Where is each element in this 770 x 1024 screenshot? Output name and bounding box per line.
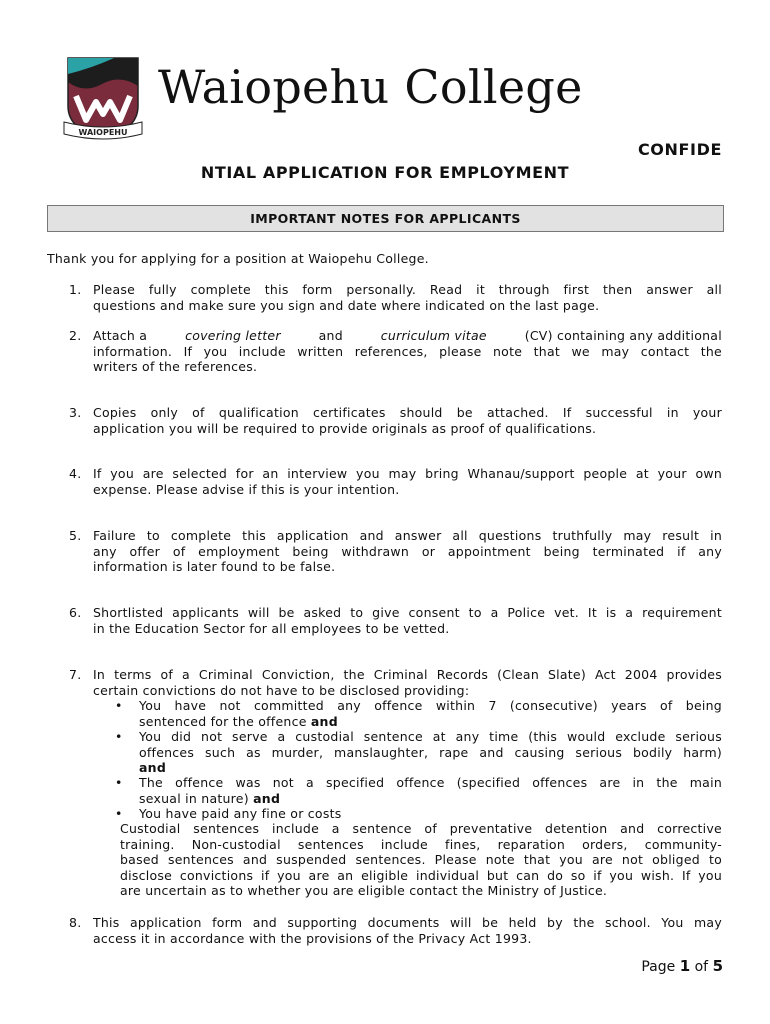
bullet-4-text: You have paid any fine or costs xyxy=(139,806,342,821)
item-6-text: Shortlisted applicants will be asked to give consent to a Police vet. It is a requirement in the Education Sector for all employees to be vetted. xyxy=(93,605,722,636)
item-8-text: This application form and supporting documents will be held by the school. You may access it in accordance with the provisions of the Privacy Act 1993. xyxy=(93,915,722,946)
svg-text:WAIOPEHU: WAIOPEHU xyxy=(78,128,128,137)
college-crest-logo xyxy=(62,56,144,142)
bullet-1-text: You have not committed any offence within 7 (consecutive) years of being sentenced for the offence and xyxy=(139,698,722,729)
item-7-text: In terms of a Criminal Conviction, the Criminal Records (Clean Slate) Act 2004 provides certain convictions do not have to be disclosed providing: xyxy=(93,667,722,698)
item-7-number: 7. xyxy=(69,667,82,682)
item-6-number: 6. xyxy=(69,605,82,620)
document-title: NTIAL APPLICATION FOR EMPLOYMENT xyxy=(200,163,570,182)
bullet-2-text: You did not serve a custodial sentence at any time (this would exclude serious offences such as murder, manslaughter, rape and causing serious bodily harm) and xyxy=(139,729,722,775)
bullet-4-symbol: • xyxy=(115,806,123,821)
bullet-1-symbol: • xyxy=(115,698,123,713)
item-4-text: If you are selected for an interview you may bring Whanau/support people at your own expense. Please advise if this is your intention. xyxy=(93,466,722,497)
item-8-number: 8. xyxy=(69,915,82,930)
item-2-number: 2. xyxy=(69,328,82,343)
confidential-label: CONFIDE xyxy=(637,140,722,159)
item-2-text: Attach a covering letter and curriculum vitae (CV) containing any additional information. If you include written references, please note that we may contact the writers of the references. xyxy=(93,328,722,374)
bullet-3-text: The offence was not a specified offence (specified offences are in the main sexual in nature) and xyxy=(139,775,722,806)
notes-heading-box: IMPORTANT NOTES FOR APPLICANTS xyxy=(47,205,724,232)
item-5-text: Failure to complete this application and answer all questions truthfully may result in any offer of employment being withdrawn or appointment being terminated if any information is later found to be false. xyxy=(93,528,722,574)
item-3-number: 3. xyxy=(69,405,82,420)
bullet-3-symbol: • xyxy=(115,775,123,790)
item-1-number: 1. xyxy=(69,282,82,297)
college-name: Waiopehu College xyxy=(158,60,583,114)
intro-text: Thank you for applying for a position at Waiopehu College. xyxy=(47,251,429,266)
item-1-text: Please fully complete this form personally. Read it through first then answer all questions and make sure you sign and date where indicated on the last page. xyxy=(93,282,722,313)
item-3-text: Copies only of qualification certificates should be attached. If successful in your application you will be required to provide originals as proof of qualifications. xyxy=(93,405,722,436)
custodial-paragraph: Custodial sentences include a sentence of preventative detention and corrective training. Non-custodial sentences include fines, reparation orders, community- based sentences and suspended sentences. Please note that you are not obliged to disclose convictions if you are an eligible individual but can do so if you wish. If you are uncertain as to whether you are eligible contact the Ministry of Justice. xyxy=(120,821,722,898)
page-number: Page 1 of 5 xyxy=(641,957,723,975)
item-5-number: 5. xyxy=(69,528,82,543)
item-4-number: 4. xyxy=(69,466,82,481)
bullet-2-symbol: • xyxy=(115,729,123,744)
